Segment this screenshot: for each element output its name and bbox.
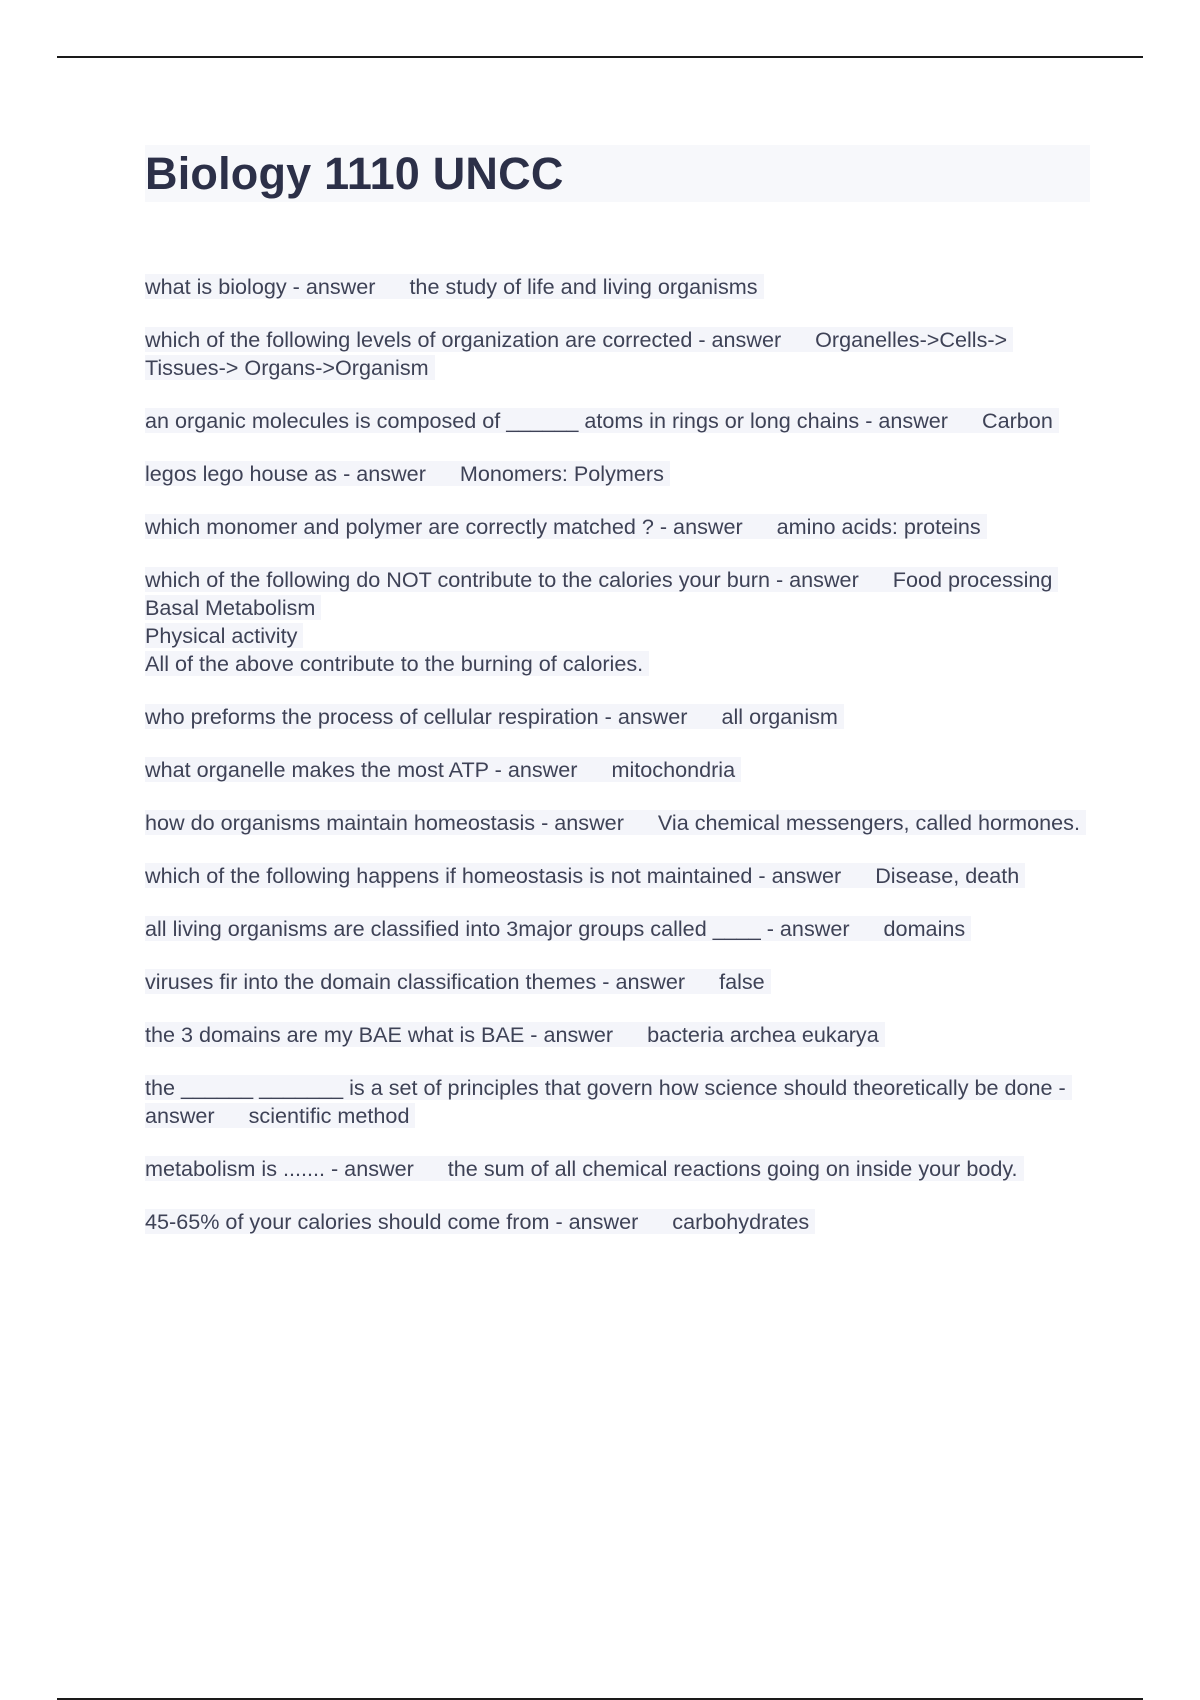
answer-text: Monomers: Polymers	[459, 461, 664, 486]
qa-item	[145, 1021, 1090, 1049]
answer-text: the study of life and living organisms	[409, 274, 758, 299]
question-text: which monomer and polymer are correctly matched ? - answer	[145, 514, 743, 539]
answer-option: Basal Metabolism	[145, 595, 321, 620]
question-text: the ______ _______ is a set of principles that govern how science should theoretically be done - answer	[145, 1075, 1066, 1128]
question-text: legos lego house as - answer	[145, 461, 426, 486]
answer-text: amino acids: proteins	[776, 514, 981, 539]
answer-option: All of the above contribute to the burning of calories.	[145, 651, 649, 676]
answer-option: Physical activity	[145, 623, 303, 648]
answer-text: domains	[883, 916, 966, 941]
qa-item	[145, 566, 1090, 678]
question-text: which of the following happens if homeostasis is not maintained - answer	[145, 863, 842, 888]
question-text: all living organisms are classified into 3major groups called ____ - answer	[145, 916, 850, 941]
answer-text: mitochondria	[611, 757, 736, 782]
top-divider	[57, 56, 1143, 58]
question-text: viruses fir into the domain classification themes - answer	[145, 969, 686, 994]
qa-item	[145, 862, 1090, 890]
qa-item	[145, 1208, 1090, 1236]
answer-text: Carbon	[982, 408, 1053, 433]
qa-item	[145, 1074, 1090, 1130]
question-text: which of the following do NOT contribute to the calories your burn - answer	[145, 567, 859, 592]
answer-text: Via chemical messengers, called hormones.	[657, 810, 1080, 835]
qa-item	[145, 756, 1090, 784]
qa-item	[145, 273, 1090, 301]
question-text: 45-65% of your calories should come from - answer	[145, 1209, 639, 1234]
answer-text: carbohydrates	[672, 1209, 810, 1234]
answer-text: all organism	[721, 704, 838, 729]
qa-item	[145, 513, 1090, 541]
answer-text: bacteria archea eukarya	[647, 1022, 879, 1047]
question-text: metabolism is ....... - answer	[145, 1156, 414, 1181]
question-text: the 3 domains are my BAE what is BAE - answer	[145, 1022, 614, 1047]
answer-text: the sum of all chemical reactions going on inside your body.	[447, 1156, 1018, 1181]
title-banner	[145, 145, 1090, 202]
qa-list	[145, 273, 1090, 1261]
qa-item	[145, 1155, 1090, 1183]
answer-text: Organelles->Cells-> Tissues-> Organs->Organism	[145, 327, 1008, 380]
question-text: how do organisms maintain homeostasis - answer	[145, 810, 624, 835]
answer-text: Disease, death	[875, 863, 1020, 888]
answer-text: scientific method	[248, 1103, 410, 1128]
qa-item	[145, 460, 1090, 488]
answer-text: Food processing	[892, 567, 1053, 592]
question-text: which of the following levels of organization are corrected - answer	[145, 327, 782, 352]
qa-item	[145, 407, 1090, 435]
qa-item	[145, 915, 1090, 943]
question-text: what is biology - answer	[145, 274, 376, 299]
qa-item	[145, 703, 1090, 731]
question-text: an organic molecules is composed of ______ atoms in rings or long chains - answer	[145, 408, 948, 433]
qa-item	[145, 809, 1090, 837]
question-text: what organelle makes the most ATP - answer	[145, 757, 578, 782]
qa-item	[145, 326, 1090, 382]
page-title: Biology 1110 UNCC	[145, 147, 564, 199]
question-text: who preforms the process of cellular respiration - answer	[145, 704, 688, 729]
document-page	[145, 145, 1090, 1261]
qa-item	[145, 968, 1090, 996]
answer-text: false	[719, 969, 765, 994]
